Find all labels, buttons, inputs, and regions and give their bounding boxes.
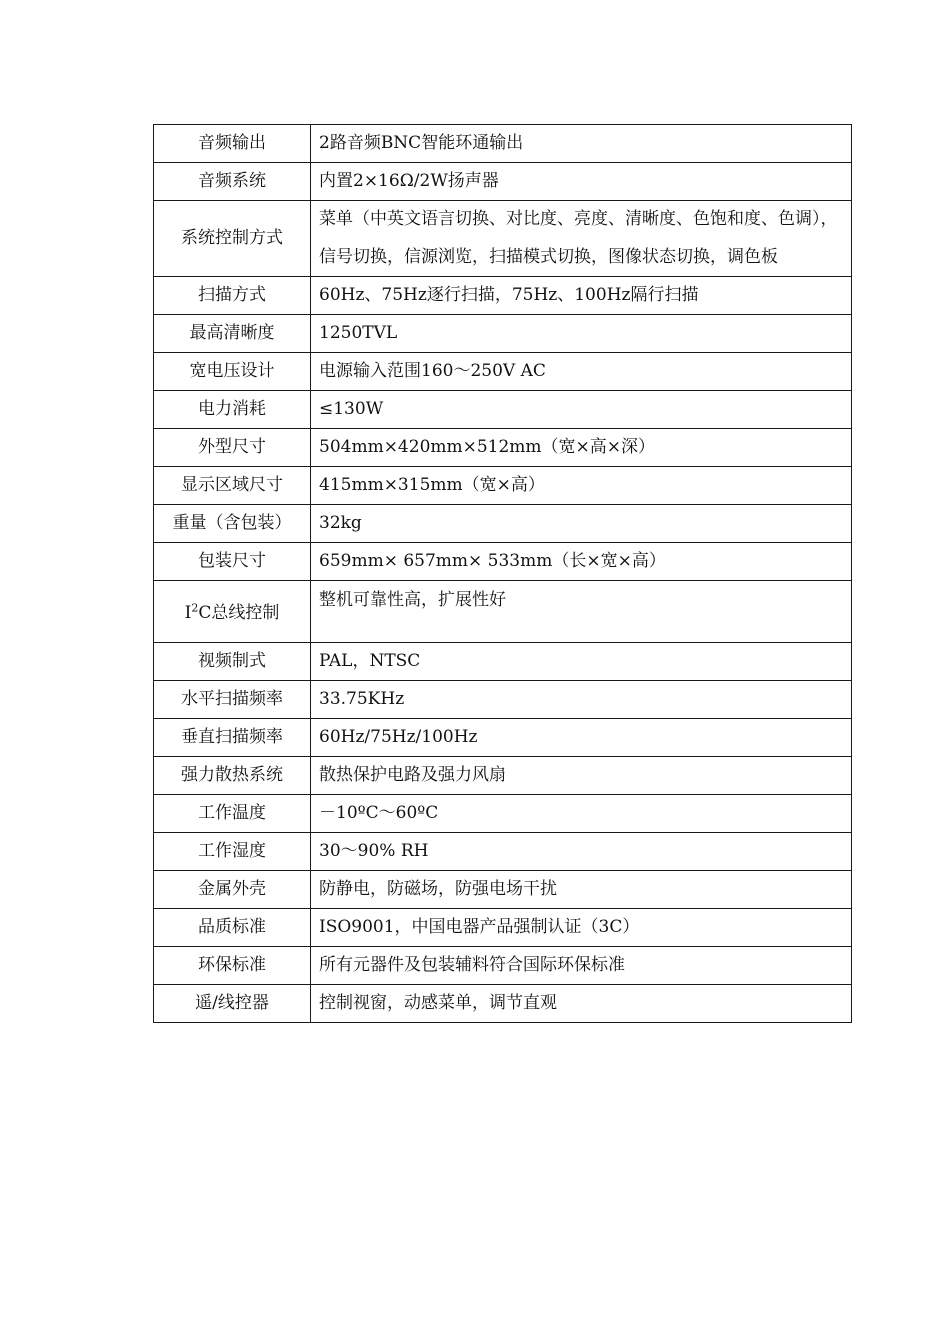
spec-label: 音频系统 — [154, 163, 311, 201]
label-superscript: 2 — [191, 601, 199, 615]
spec-value: 32kg — [311, 505, 852, 543]
label-prefix: I — [184, 603, 192, 623]
spec-value: 整机可靠性高，扩展性好 — [311, 581, 852, 643]
table-row — [154, 391, 852, 429]
spec-value: 防静电，防磁场，防强电场干扰 — [311, 871, 852, 909]
label-suffix: C总线控制 — [198, 603, 280, 623]
table-row — [154, 353, 852, 391]
spec-value: 控制视窗，动感菜单，调节直观 — [311, 985, 852, 1023]
table-row — [154, 947, 852, 985]
spec-value: 60Hz、75Hz逐行扫描，75Hz、100Hz隔行扫描 — [311, 277, 852, 315]
spec-label: 最高清晰度 — [154, 315, 311, 353]
spec-value: 30～90% RH — [311, 833, 852, 871]
spec-label: 环保标准 — [154, 947, 311, 985]
spec-label: 外型尺寸 — [154, 429, 311, 467]
spec-label: 系统控制方式 — [154, 201, 311, 277]
table-row — [154, 277, 852, 315]
spec-label: 强力散热系统 — [154, 757, 311, 795]
spec-value: 415mm×315mm（宽×高） — [311, 467, 852, 505]
table-row — [154, 681, 852, 719]
table-row — [154, 315, 852, 353]
spec-label: 显示区域尺寸 — [154, 467, 311, 505]
table-row — [154, 125, 852, 163]
spec-value: ≤130W — [311, 391, 852, 429]
spec-label: 品质标准 — [154, 909, 311, 947]
spec-label: 金属外壳 — [154, 871, 311, 909]
spec-label: 视频制式 — [154, 643, 311, 681]
spec-value: 内置2×16Ω/2W扬声器 — [311, 163, 852, 201]
spec-label: 工作湿度 — [154, 833, 311, 871]
table-row — [154, 757, 852, 795]
spec-label: 水平扫描频率 — [154, 681, 311, 719]
spec-value: ISO9001，中国电器产品强制认证（3C） — [311, 909, 852, 947]
table-row — [154, 467, 852, 505]
table-row — [154, 909, 852, 947]
table-row — [154, 985, 852, 1023]
table-row — [154, 543, 852, 581]
spec-value: 散热保护电路及强力风扇 — [311, 757, 852, 795]
spec-label: 包装尺寸 — [154, 543, 311, 581]
spec-value: 所有元器件及包装辅料符合国际环保标准 — [311, 947, 852, 985]
spec-value: 60Hz/75Hz/100Hz — [311, 719, 852, 757]
spec-table — [153, 124, 852, 1023]
spec-value: PAL，NTSC — [311, 643, 852, 681]
spec-value: 659mm× 657mm× 533mm（长×宽×高） — [311, 543, 852, 581]
spec-value: 电源输入范围160～250V AC — [311, 353, 852, 391]
table-row — [154, 581, 852, 643]
spec-label: 工作温度 — [154, 795, 311, 833]
spec-label: 扫描方式 — [154, 277, 311, 315]
table-row — [154, 163, 852, 201]
table-row — [154, 833, 852, 871]
table-row — [154, 795, 852, 833]
spec-value: －10ºC～60ºC — [311, 795, 852, 833]
spec-label-i2c — [154, 581, 311, 643]
spec-value: 2路音频BNC智能环通输出 — [311, 125, 852, 163]
spec-label: 宽电压设计 — [154, 353, 311, 391]
spec-label: 遥/线控器 — [154, 985, 311, 1023]
spec-value: 504mm×420mm×512mm（宽×高×深） — [311, 429, 852, 467]
spec-label: 垂直扫描频率 — [154, 719, 311, 757]
table-row — [154, 201, 852, 277]
spec-value: 1250TVL — [311, 315, 852, 353]
spec-label: 电力消耗 — [154, 391, 311, 429]
table-row — [154, 871, 852, 909]
table-row — [154, 719, 852, 757]
spec-value: 33.75KHz — [311, 681, 852, 719]
table-row — [154, 643, 852, 681]
table-row — [154, 429, 852, 467]
spec-value: 菜单（中英文语言切换、对比度、亮度、清晰度、色饱和度、色调），信号切换，信源浏览，扫描模式切换，图像状态切换，调色板 — [311, 201, 852, 277]
spec-label: 重量（含包装） — [154, 505, 311, 543]
table-row — [154, 505, 852, 543]
spec-label: 音频输出 — [154, 125, 311, 163]
